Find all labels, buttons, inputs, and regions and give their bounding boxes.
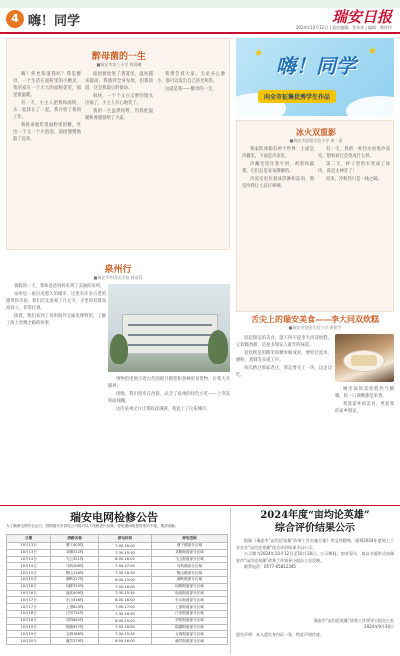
article-column: [318, 146, 390, 308]
paragraph: 有一天，我把一杯热水放进冷冻室，想看看它会变成什么样。: [318, 147, 390, 159]
paragraph: 根据《瑞安市“亩均论英雄”改革工作实施方案》等文件精神，现将2024年度规上工业企业“亩均论英雄”综合评价结果予以公示。: [236, 538, 394, 550]
tree-shape: [208, 330, 228, 364]
table-cell: 安阳842线: [51, 617, 99, 624]
lost-notice: 遗失声明：本人遗失身份证一张，特此声明作废。: [236, 632, 324, 637]
cloud-shape: [346, 96, 394, 116]
table-cell: 10月19日: [7, 631, 51, 638]
column-header: 停电范围: [151, 535, 227, 543]
column-divider: [230, 508, 231, 654]
paragraph: 说起瑞安的美食，就不得不提李大同双炊糕。它软糯香甜，是很多瑞安人童年的味道。: [236, 336, 332, 348]
table-header-row: [7, 535, 228, 543]
table-row: [7, 570, 228, 577]
paragraph: 冷藏室里住着牛奶、鸡蛋和蔬菜，它们总是安安静静的。: [242, 162, 314, 174]
paragraph: 泉州是一座历史悠久的城市，这里有许多古老的建筑和寺庙。我们首先参观了开元寺，寺里的双塔高高耸立，非常壮观。: [6, 292, 106, 311]
table-row: [7, 610, 228, 617]
paragraph: 面团被放进了蒸笼里，温度越来越高，我感到全身发烫，但我知道，这是我最后的使命。: [85, 72, 153, 91]
paragraph: 冷冻室里住着冰淇淋和冻肉，那里冷得让人直打哆嗦。: [242, 177, 314, 189]
table-cell: 塘下镇部分区域: [151, 543, 227, 550]
article-author: ■瑞安市安阳实验小学 黄一诺: [289, 138, 343, 143]
title-line: 综合评价结果公示: [275, 523, 355, 534]
star-icon: ★: [368, 46, 377, 57]
table-cell: 7:30-16:30: [98, 570, 151, 577]
table-cell: 陶山镇部分区域: [151, 570, 227, 577]
paragraph: 接着，我们来到了泉州海外交通史博物馆，了解了海上丝绸之路的故事。: [6, 314, 106, 326]
table-cell: 10月15日: [7, 576, 51, 583]
header-divider: [0, 32, 400, 34]
table-cell: 8:00-15:00: [98, 617, 151, 624]
evaluation-notice-body: [236, 538, 394, 616]
table-cell: 上望街道部分区域: [151, 604, 227, 611]
table-cell: 马屿206线: [51, 563, 99, 570]
signature-org: 瑞安市“亩均论英雄”改革工作领导小组办公室: [313, 618, 394, 623]
table-cell: 7:30-16:30: [98, 610, 151, 617]
table-cell: 10月17日: [7, 604, 51, 611]
table-row: [7, 617, 228, 624]
quanzhou-building-photo: [108, 284, 230, 372]
table-cell: 东山街道部分区域: [151, 597, 227, 604]
paragraph: 刚出锅的双炊糕热气腾腾，咬一口满嘴都是米香。: [335, 387, 394, 399]
table-row: [7, 563, 228, 570]
table-cell: 10月16日: [7, 590, 51, 597]
table-cell: 10月17日: [7, 597, 51, 604]
tree-shape: [110, 334, 128, 364]
star-icon: ★: [254, 48, 263, 59]
table-cell: 汀田731线: [51, 610, 99, 617]
table-cell: 10月14日: [7, 556, 51, 563]
signature-date: 2024年9月30日: [364, 624, 394, 629]
table-cell: 7:00-17:00: [98, 604, 151, 611]
table-cell: 仙降335线: [51, 583, 99, 590]
table-cell: 10月13日: [7, 543, 51, 550]
table-row: [7, 543, 228, 550]
table-cell: 湖岭227线: [51, 576, 99, 583]
table-cell: 东山516线: [51, 597, 99, 604]
paragraph: 博物馆里展示着古代的船只模型和各种贸易货物，让我大开眼界。: [108, 377, 230, 389]
article-body: [108, 376, 230, 503]
table-cell: 7:00-16:00: [98, 583, 151, 590]
table-cell: 10月13日: [7, 549, 51, 556]
article-body: [13, 71, 225, 247]
article-title: 泉州行: [104, 265, 132, 275]
table-row: [7, 624, 228, 631]
table-cell: 上望623线: [51, 604, 99, 611]
maintenance-table: [6, 534, 228, 645]
paragraph: 联系电话：0577-65812345: [244, 564, 296, 569]
column-header: 线路名称: [51, 535, 99, 543]
table-cell: 10月20日: [7, 638, 51, 645]
rice-cake-photo: [335, 334, 394, 382]
table-row: [7, 638, 228, 645]
paragraph: 我想告诉大家，无论多么渺小，都可以发出自己的光和热。: [157, 72, 225, 84]
window-row: [128, 344, 212, 346]
table-cell: 玉海街道部分区域: [151, 631, 227, 638]
paragraph: 很快，一个个又白又胖的馒头出锅了，小主人开心地笑了。: [85, 94, 153, 106]
table-cell: 莘塍街道部分区域: [151, 549, 227, 556]
table-cell: 10月19日: [7, 624, 51, 631]
table-row: [7, 597, 228, 604]
table-cell: 7:30-15:30: [98, 631, 151, 638]
table-cell: 飞云街道部分区域: [151, 556, 227, 563]
evaluation-notice-title: [234, 509, 396, 535]
paragraph: 第二天，杯子里的水变成了冰块，真是太神奇了！: [318, 162, 390, 174]
title-line: 2024年度“亩均论英雄”: [260, 510, 370, 521]
table-cell: 7:00-16:00: [98, 624, 151, 631]
table-cell: 安阳街道部分区域: [151, 617, 227, 624]
paragraph: 双炊糕是用糯米和粳米做成的，要经过泡米、磨粉、蒸制等多道工序。: [236, 351, 332, 363]
table-cell: 10月15日: [7, 570, 51, 577]
article-column: [242, 146, 314, 308]
newspaper-logo: 瑞安日报: [331, 8, 392, 26]
table-cell: 马屿镇部分区域: [151, 563, 227, 570]
table-cell: 10月18日: [7, 617, 51, 624]
article-column: [13, 71, 81, 247]
article-title: 醉母菌的一生: [91, 52, 146, 62]
paragraph: 这次泉州之行让我收获满满，我爱上了这座城市。: [116, 407, 211, 412]
table-row: [7, 590, 228, 597]
table-cell: 10月16日: [7, 583, 51, 590]
table-cell: 潘岱街道部分区域: [151, 638, 227, 645]
page-header: [0, 0, 400, 34]
table-cell: 陶山118线: [51, 570, 99, 577]
table-cell: 7:00-17:00: [98, 563, 151, 570]
table-cell: 塘下403线: [51, 543, 99, 550]
table-cell: 7:00-16:00: [98, 543, 151, 550]
column-header: 停电时间: [98, 535, 151, 543]
hi-classmate-banner: [236, 38, 394, 116]
table-cell: 7:30-15:30: [98, 590, 151, 597]
table-row: [7, 604, 228, 611]
section-number-badge: 4: [6, 10, 24, 28]
table-cell: 锦湖街道部分区域: [151, 624, 227, 631]
table-cell: 仙降街道部分区域: [151, 583, 227, 590]
paragraph: 公示期为2024年10月12日至10月18日。公示期间，如有异议，请以书面形式向瑞安市“亩均论英雄”改革工作领导小组办公室反映。: [236, 551, 394, 563]
article-title: 舌尖上的瑞安美食——李大同双炊糕: [251, 315, 379, 324]
table-cell: 汀田街道部分区域: [151, 610, 227, 617]
notices-divider: [0, 505, 400, 506]
article-column: [157, 71, 225, 247]
column-header: 日期: [7, 535, 51, 543]
paragraph: 暑假的一天，我和爸爸妈妈来到了美丽的泉州。: [14, 284, 105, 289]
grid-maintenance-title: 瑞安电网检修公告: [70, 511, 158, 524]
article-body: [236, 335, 332, 500]
article-column: [85, 71, 153, 247]
article-title: 冰火双重影: [296, 128, 336, 137]
article-author: ■瑞安市外国语学校 林语蓉: [93, 275, 143, 280]
table-cell: 潘岱279线: [51, 638, 99, 645]
article-body: [242, 146, 390, 308]
banner-subtitle: 向全市征集优秀学生作品: [258, 90, 336, 103]
table-cell: 南滨街道部分区域: [151, 590, 227, 597]
section-title: 嗨！同学: [28, 14, 81, 29]
table-cell: 8:00-16:00: [98, 597, 151, 604]
paragraph: 原来，冷和热只是一线之隔。: [326, 177, 382, 182]
table-cell: 湖岭镇部分区域: [151, 576, 227, 583]
banner-title: 嗨！同学: [276, 54, 356, 78]
table-cell: 7:30-15:30: [98, 549, 151, 556]
table-row: [7, 556, 228, 563]
article-body: [335, 386, 394, 500]
article-yeast-panel: [6, 38, 230, 250]
article-author: ■瑞安市安阳实验小学 黄铭宇: [288, 325, 342, 330]
article-fridge-panel: [236, 120, 394, 312]
table-cell: 10月14日: [7, 563, 51, 570]
paragraph: 我爱家乡的美食，更爱我的家乡瑞安。: [335, 402, 394, 414]
table-cell: 10月18日: [7, 610, 51, 617]
window-row: [128, 324, 212, 326]
table-row: [7, 583, 228, 590]
paragraph: 傍晚，我们漫步在西街，品尝了泉州的特色小吃——土笋冻和面线糊。: [108, 392, 230, 404]
table-cell: 锦湖957线: [51, 624, 99, 631]
window-row: [128, 334, 212, 336]
paragraph: 我拼命地吃着面粉里的糖，吐出一个又一个小泡泡，面团慢慢地鼓了起来。: [13, 123, 81, 142]
table-cell: 8:00-16:00: [98, 638, 151, 645]
paragraph: 我家的冰箱有两个世界：上面是冷藏室，下面是冷冻室。: [242, 147, 314, 159]
paragraph: 每次路过那家老店，我总要买上一块，边走边吃。: [236, 366, 332, 378]
table-row: [7, 576, 228, 583]
table-row: [7, 631, 228, 638]
table-row: [7, 549, 228, 556]
paragraph: 我的一生虽然短暂，但我把温暖和香甜留给了大家。: [85, 109, 153, 121]
article-author: ■瑞安市第三小学 黄晨曦: [96, 62, 142, 67]
table-cell: 飞云321线: [51, 556, 99, 563]
table-cell: 8:00-15:00: [98, 576, 151, 583]
paragraph: 有一天，小主人把我和面粉、水一起揉在了一起，我开始了我的工作。: [13, 101, 81, 120]
grid-maintenance-intro: 为了确保电网安全运行，国网瑞安市供电公司将对以下线路进行检修，停电期间给您带来的不便，敬请谅解。: [6, 524, 179, 528]
table-cell: 南滨409线: [51, 590, 99, 597]
paragraph: 嗨！你也知道我吗？我是酵母，一个生活在面粉里的小精灵。我的家在一个大大的面粉袋里，那里很温暖。: [13, 72, 81, 98]
table-cell: 玉海168线: [51, 631, 99, 638]
table-cell: 8:00-16:00: [98, 556, 151, 563]
notice-signature: [236, 618, 394, 630]
rice-cake-shape: [351, 355, 377, 366]
issue-meta: 2024年10月12日 | 责任编辑：蔡亲亲 | 编辑：黄玲玲: [295, 25, 392, 30]
article-body: [6, 283, 106, 503]
table-cell: 莘塍512线: [51, 549, 99, 556]
paragraph: 这就是我——酵母的一生。: [165, 87, 217, 92]
